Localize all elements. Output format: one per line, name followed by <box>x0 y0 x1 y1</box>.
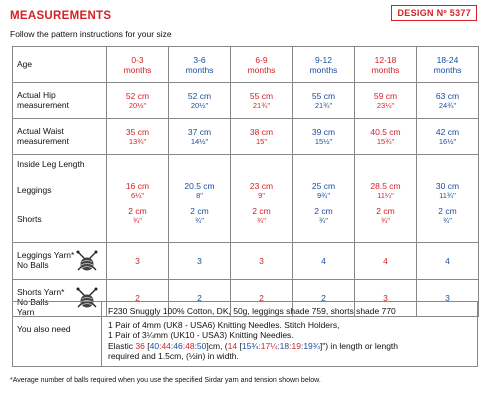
waist-cell <box>355 119 417 155</box>
size-header <box>169 47 231 83</box>
elastic-text: ]cm, ( <box>206 340 228 351</box>
value-cm: 59 cm <box>373 91 398 101</box>
you-also-need-label: You also need <box>17 323 71 334</box>
value-cm: 52 cm <box>187 91 212 101</box>
shorts-label: Shorts <box>17 213 42 224</box>
waist-cell <box>417 119 479 155</box>
elastic-line-2: required and 1.5cm, (½in) in width. <box>108 350 239 361</box>
size-unit: months <box>433 64 462 75</box>
inside-leg-row <box>13 155 479 243</box>
notes-labels <box>17 307 71 334</box>
shorts-yarn-label-line2: No Balls <box>17 297 49 307</box>
shorts-in: ¾" <box>195 216 204 225</box>
elastic-size-value: :18 <box>277 340 290 351</box>
shorts-yarn-balls: 2 <box>169 280 231 317</box>
shorts-in: ¾" <box>443 216 452 225</box>
value-in: 21¾" <box>252 101 271 110</box>
leggings-cm: 28.5 cm <box>370 181 401 191</box>
shorts-yarn-balls: 3 <box>355 280 417 317</box>
leggings-yarn-balls: 3 <box>107 243 169 280</box>
size-header <box>107 47 169 83</box>
value-in: 23¼" <box>376 101 395 110</box>
size-unit: months <box>371 64 400 75</box>
hip-label-line1: Actual Hip <box>17 89 56 100</box>
value-cm: 55 cm <box>249 91 274 101</box>
value-cm: 42 cm <box>435 127 460 137</box>
value-cm: 63 cm <box>435 91 460 101</box>
measurements-table <box>12 46 479 317</box>
elastic-size-value: :50 <box>194 340 207 351</box>
hip-cell <box>231 83 293 119</box>
elastic-size-value: 15¾ <box>241 340 259 351</box>
inside-leg-cell <box>293 155 355 243</box>
size-range: 12-18 <box>374 54 397 65</box>
leggings-yarn-balls: 4 <box>293 243 355 280</box>
size-header <box>231 47 293 83</box>
value-cm: 37 cm <box>187 127 212 137</box>
hip-label-line2: measurement <box>17 99 69 110</box>
needles-line-2: 1 Pair of 3¼mm (UK10 - USA3) Knitting Needles. <box>108 330 294 341</box>
value-in: 15½" <box>314 137 333 146</box>
value-cm: 39 cm <box>311 127 336 137</box>
leggings-label: Leggings <box>17 184 52 195</box>
shorts-in: ¾" <box>133 216 142 225</box>
yarn-text: F230 Snuggly 100% Cotton, DK, 50g, leggings shade 759, shorts shade 770 <box>108 306 396 316</box>
value-cm: 38 cm <box>249 127 274 137</box>
size-header <box>417 47 479 83</box>
inside-leg-cell <box>355 155 417 243</box>
hip-cell <box>293 83 355 119</box>
leggings-yarn-label-line2: No Balls <box>17 260 49 270</box>
shorts-in: ¾" <box>319 216 328 225</box>
hip-label <box>13 83 107 119</box>
leggings-yarn-balls: 4 <box>355 243 417 280</box>
shorts-cm: 2 cm <box>252 206 271 216</box>
inside-leg-cell <box>107 155 169 243</box>
waist-cell <box>107 119 169 155</box>
elastic-text: [ <box>144 340 150 351</box>
leggings-cm: 23 cm <box>249 181 274 191</box>
yarn-ball-needles-icon <box>76 250 98 272</box>
waist-label-line2: measurement <box>17 135 69 146</box>
elastic-size-value: :19 <box>289 340 301 351</box>
shorts-yarn-balls: 2 <box>107 280 169 317</box>
shorts-yarn-balls: 2 <box>231 280 293 317</box>
leggings-yarn-label-line1: Leggings Yarn* <box>17 250 75 261</box>
inside-leg-cell <box>231 155 293 243</box>
hip-row <box>13 83 479 119</box>
inside-leg-title: Inside Leg Length <box>17 159 85 169</box>
subtitle: Follow the pattern instructions for your size <box>10 29 172 39</box>
elastic-size-value: :19¾ <box>300 340 320 351</box>
elastic-text: [ <box>237 340 242 351</box>
design-number-badge: DESIGN Nº 5377 <box>391 5 477 21</box>
elastic-prefix: Elastic <box>108 340 136 351</box>
elastic-size-value: 40 <box>149 340 160 351</box>
value-in: 15¾" <box>376 137 395 146</box>
shorts-cm: 2 cm <box>128 206 147 216</box>
size-range: 6-9 <box>255 54 268 65</box>
waist-cell <box>231 119 293 155</box>
yarn-label: Yarn <box>17 307 35 317</box>
shorts-cm: 2 cm <box>314 206 333 216</box>
leggings-cm: 16 cm <box>125 181 150 191</box>
leggings-yarn-label <box>13 243 107 280</box>
elastic-size-value: :48 <box>182 340 195 351</box>
value-in: 20½" <box>190 101 209 110</box>
age-row <box>13 47 479 83</box>
needles-line-1: 1 Pair of 4mm (UK8 - USA6) Knitting Needles. Stitch Holders, <box>108 320 340 331</box>
hip-cell <box>417 83 479 119</box>
waist-cell <box>293 119 355 155</box>
size-unit: months <box>123 64 152 75</box>
leggings-in: 9" <box>258 191 265 200</box>
leggings-yarn-balls: 3 <box>169 243 231 280</box>
age-label: Age <box>13 47 107 83</box>
value-in: 20½" <box>128 101 147 110</box>
value-cm: 52 cm <box>125 91 150 101</box>
value-in: 13¾" <box>128 137 147 146</box>
size-range: 18-24 <box>436 54 459 65</box>
leggings-yarn-row <box>13 243 479 280</box>
page-title: MEASUREMENTS <box>10 10 112 22</box>
leggings-yarn-balls: 3 <box>231 243 293 280</box>
materials-notes <box>12 301 478 367</box>
elastic-text: ]") in length or length <box>319 340 399 351</box>
shorts-yarn-balls: 2 <box>293 280 355 317</box>
value-in: 21¾" <box>314 101 333 110</box>
leggings-in: 11¾" <box>439 191 456 200</box>
value-in: 24¾" <box>438 101 457 110</box>
footnote: *Average number of balls required when you use the specified Sirdar yarn and tension shown below. <box>10 377 321 384</box>
leggings-in: 6¼" <box>130 191 145 200</box>
elastic-size-value: :46 <box>170 340 183 351</box>
size-range: 0-3 <box>131 54 144 65</box>
elastic-size-value: 36 <box>135 340 145 351</box>
leggings-cm: 25 cm <box>311 181 336 191</box>
value-cm: 35 cm <box>125 127 150 137</box>
elastic-line-1 <box>108 341 477 351</box>
shorts-in: ¾" <box>257 216 266 225</box>
size-unit: months <box>247 64 276 75</box>
value-cm: 55 cm <box>311 91 336 101</box>
notes-details <box>101 302 477 366</box>
leggings-cm: 30 cm <box>435 181 460 191</box>
inside-leg-cell <box>417 155 479 243</box>
shorts-cm: 2 cm <box>376 206 395 216</box>
leggings-in: 9¾" <box>316 191 331 200</box>
elastic-size-value: :44 <box>159 340 171 351</box>
waist-row <box>13 119 479 155</box>
inside-leg-label <box>13 155 107 243</box>
size-header <box>293 47 355 83</box>
shorts-cm: 2 cm <box>190 206 209 216</box>
leggings-cm: 20.5 cm <box>184 181 215 191</box>
hip-cell <box>355 83 417 119</box>
waist-label <box>13 119 107 155</box>
waist-label-line1: Actual Waist <box>17 125 64 136</box>
leggings-in: 11¼" <box>377 191 394 200</box>
value-in: 15" <box>255 137 267 146</box>
shorts-cm: 2 cm <box>438 206 457 216</box>
size-header <box>355 47 417 83</box>
leggings-in: 8" <box>196 191 203 200</box>
shorts-yarn-label-line1: Shorts Yarn* <box>17 287 65 298</box>
size-unit: months <box>185 64 214 75</box>
value-in: 16½" <box>438 137 457 146</box>
shorts-in: ¾" <box>381 216 390 225</box>
size-range: 9-12 <box>314 54 332 65</box>
size-unit: months <box>309 64 338 75</box>
leggings-yarn-balls: 4 <box>417 243 479 280</box>
hip-cell <box>107 83 169 119</box>
elastic-size-value: :17¼ <box>258 340 278 351</box>
size-range: 3-6 <box>193 54 206 65</box>
hip-cell <box>169 83 231 119</box>
value-cm: 40.5 cm <box>370 127 401 137</box>
waist-cell <box>169 119 231 155</box>
inside-leg-cell <box>169 155 231 243</box>
elastic-size-value: 14 <box>227 340 238 351</box>
value-in: 14½" <box>190 137 209 146</box>
shorts-yarn-balls: 3 <box>417 280 479 317</box>
